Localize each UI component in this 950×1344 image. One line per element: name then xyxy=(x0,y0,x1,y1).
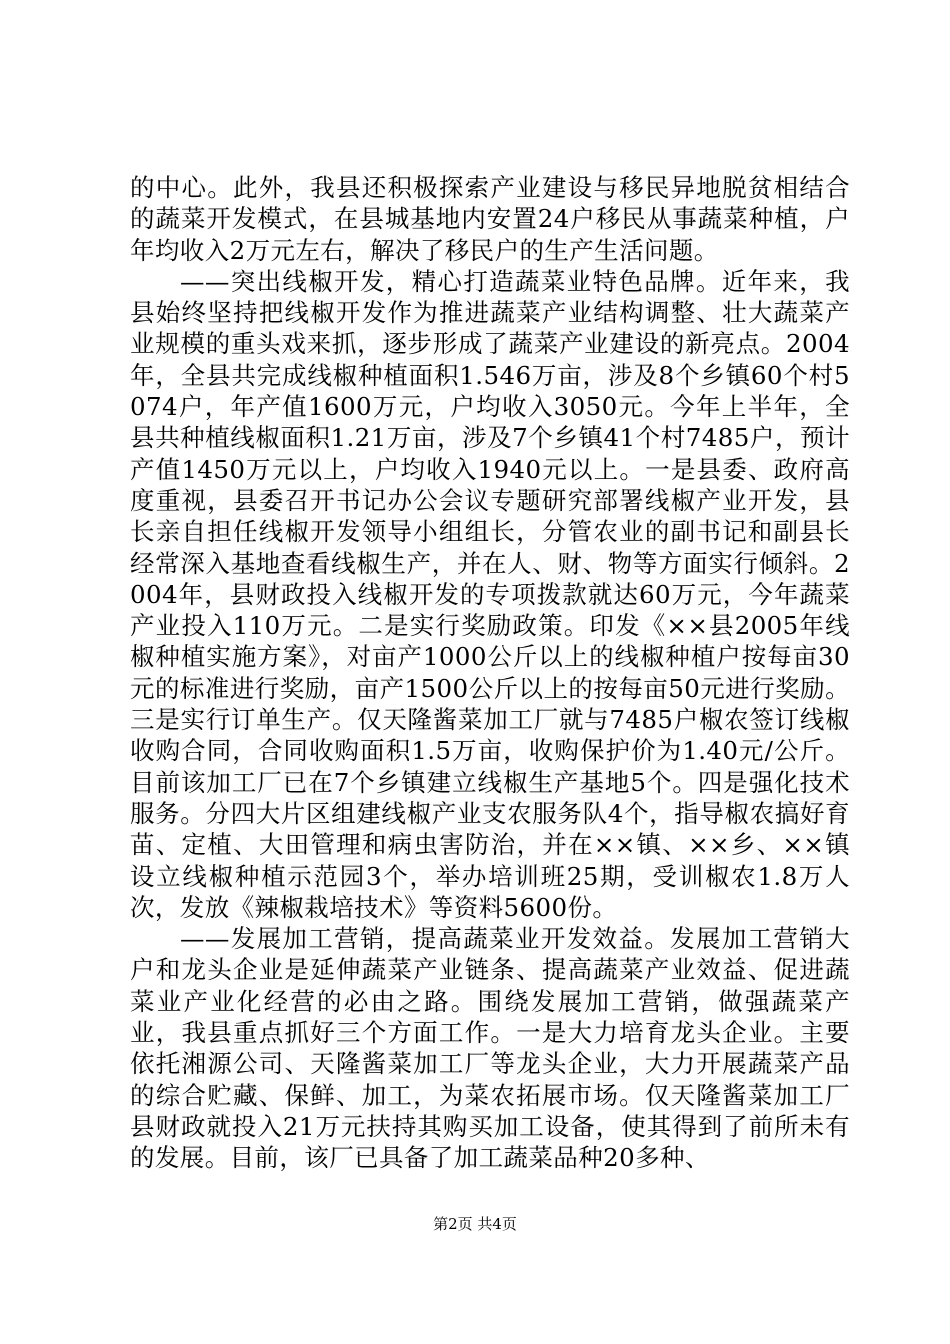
paragraph-3: ——发展加工营销，提高蔬菜业开发效益。发展加工营销大户和龙头企业是延伸蔬菜产业链条、提高蔬菜产业效益、促进蔬菜业产业化经营的必由之路。围绕发展加工营销，做强蔬菜产业，我县重点抓好三个方面工作。一是大力培育龙头企业。主要依托湘源公司、天隆酱菜加工厂等龙头企业，大力开展蔬菜产品的综合贮藏、保鲜、加工，为菜农拓展市场。仅天隆酱菜加工厂县财政就投入21万元扶持其购买加工设备，使其得到了前所未有的发展。目前，该厂已具备了加工蔬菜品种20多种、 xyxy=(130,924,850,1173)
page-footer: 第2页 共4页 xyxy=(433,1215,517,1233)
document-body xyxy=(130,172,850,1174)
paragraph-1: 的中心。此外，我县还积极探索产业建设与移民异地脱贫相结合的蔬菜开发模式，在县城基地内安置24户移民从事蔬菜种植，户年均收入2万元左右，解决了移民户的生产生活问题。 xyxy=(130,173,850,265)
paragraph-2: ——突出线椒开发，精心打造蔬菜业特色品牌。近年来，我县始终坚持把线椒开发作为推进蔬菜产业结构调整、壮大蔬菜产业规模的重头戏来抓，逐步形成了蔬菜产业建设的新亮点。2004年，全县共完成线椒种植面积1.546万亩，涉及8个乡镇60个村5074户，年产值1600万元，户均收入3050元。今年上半年，全县共种植线椒面积1.21万亩，涉及7个乡镇41个村7485户，预计产值1450万元以上，户均收入1940元以上。一是县委、政府高度重视，县委召开书记办公会议专题研究部署线椒产业开发，县长亲自担任线椒开发领导小组组长，分管农业的副书记和副县长经常深入基地查看线椒生产，并在人、财、物等方面实行倾斜。2004年，县财政投入线椒开发的专项拨款就达60万元，今年蔬菜产业投入110万元。二是实行奖励政策。印发《××县2005年线椒种植实施方案》，对亩产1000公斤以上的线椒种植户按每亩30元的标准进行奖励，亩产1500公斤以上的按每亩50元进行奖励。三是实行订单生产。仅天隆酱菜加工厂就与7485户椒农签订线椒收购合同，合同收购面积1.5万亩，收购保护价为1.40元/公斤。目前该加工厂已在7个乡镇建立线椒生产基地5个。四是强化技术服务。分四大片区组建线椒产业支农服务队4个，指导椒农搞好育苗、定植、大田管理和病虫害防治，并在××镇、××乡、××镇设立线椒种植示范园3个，举办培训班25期，受训椒农1.8万人次，发放《辣椒栽培技术》等资料5600份。 xyxy=(130,266,850,922)
